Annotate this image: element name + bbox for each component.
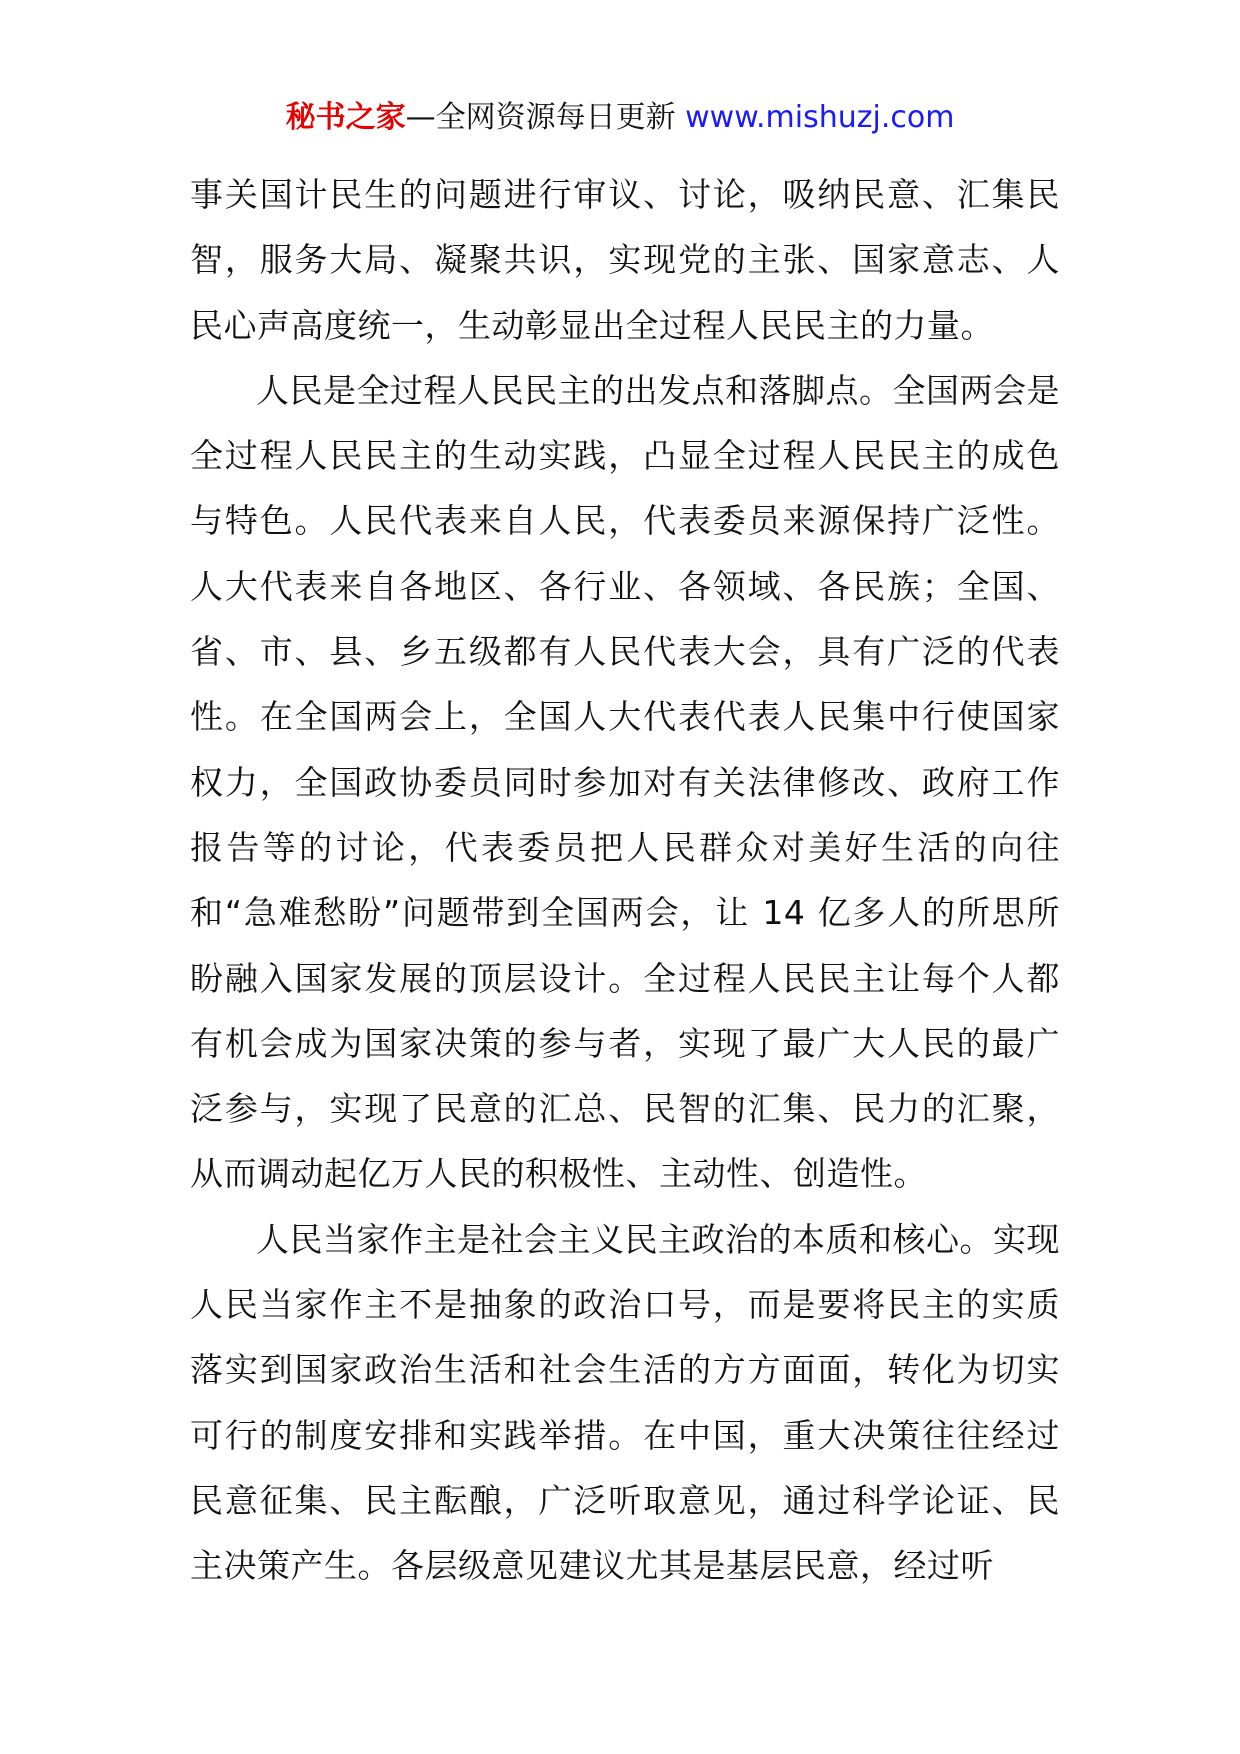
site-brand: 秘书之家 (285, 100, 406, 135)
site-tagline: —全网资源每日更新 (405, 100, 686, 135)
paragraph-2: 人民是全过程人民民主的出发点和落脚点。全国两会是全过程人民民主的生动实践，凸显全过程人民民主的成色与特色。人民代表来自人民，代表委员来源保持广泛性。人大代表来自各地区、各行业、各领域、各民族；全国、省、市、县、乡五级都有人民代表大会，具有广泛的代表性。在全国两会上，全国人大代表代表人民集中行使国家权力，全国政协委员同时参加对有关法律修改、政府工作报告等的讨论，代表委员把人民群众对美好生活的向往和“急难愁盼”问题带到全国两会，让 14 亿多人的所思所盼融入国家发展的顶层设计。全过程人民民主让每个人都有机会成为国家决策的参与者，实现了最广大人民的最广泛参与，实现了民意的汇总、民智的汇集、民力的汇聚，从而调动起亿万人民的积极性、主动性、创造性。 (190, 370, 1060, 1194)
paragraph-1: 事关国计民生的问题进行审议、讨论，吸纳民意、汇集民智，服务大局、凝聚共识，实现党的主张、国家意志、人民心声高度统一，生动彰显出全过程人民民主的力量。 (190, 175, 1060, 345)
paragraph-3: 人民当家作主是社会主义民主政治的本质和核心。实现人民当家作主不是抽象的政治口号，而是要将民主的实质落实到国家政治生活和社会生活的方方面面，转化为切实可行的制度安排和实践举措。在中国，重大决策往往经过民意征集、民主酝酿，广泛听取意见，通过科学论证、民主决策产生。各层级意见建议尤其是基层民意，经过听 (190, 1219, 1060, 1586)
page-header (0, 98, 1240, 138)
site-url-link[interactable]: www.mishuzj.com (685, 100, 955, 135)
document-body (190, 162, 1060, 1599)
